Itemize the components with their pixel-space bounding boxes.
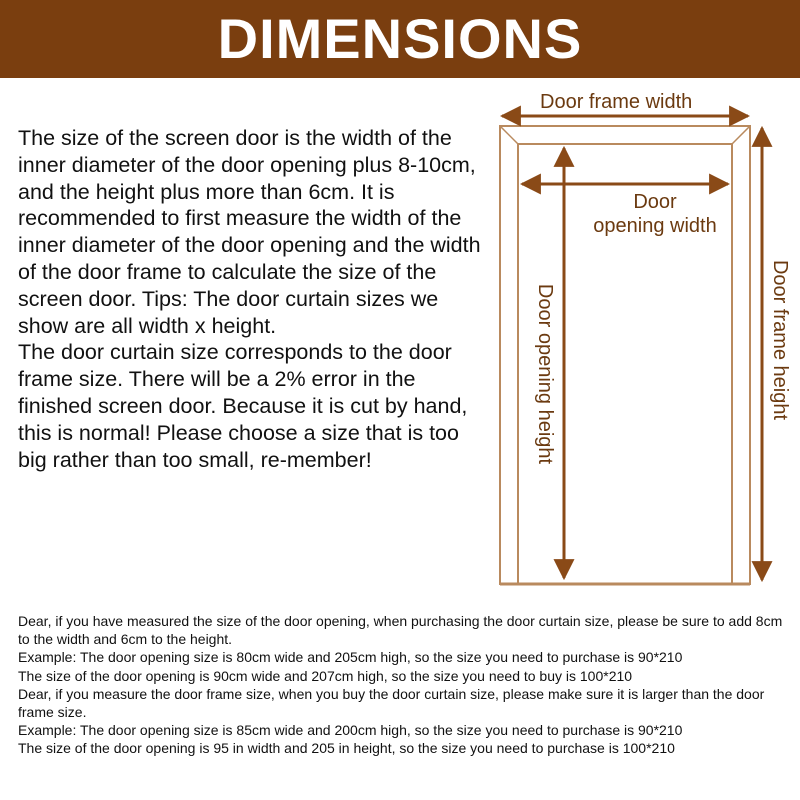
frame-height-label: Door frame height xyxy=(769,259,791,421)
opening-width-label-line: opening width xyxy=(593,215,717,237)
note-line: Dear, if you measure the door frame size, when you buy the door curtain size, please make sure it is larger than the door frame size. xyxy=(18,685,765,721)
frame-corner-line xyxy=(732,126,750,144)
note-line: Dear, if you have measured the size of the door opening, when purchasing the door curtain size, please be sure to add 8cm to the width and 6cm to the height. xyxy=(18,613,783,648)
opening-height-label: Door opening height xyxy=(534,283,556,465)
note-line: Example: The door opening size is 85cm wide and 200cm high, so the size you need to purchase is 90*210 xyxy=(18,722,683,739)
note-line: The size of the door opening is 95 in width and 205 in height, so the size you need to purchase is 100*210 xyxy=(18,740,675,757)
opening-width-label-line: Door xyxy=(633,191,677,213)
instructions-paragraph: The door curtain size corresponds to the door frame size. There will be a 2% error in the finished screen door. Because it is cut by hand, this is normal! Please choose a size that is too big rather than too small, re-member! xyxy=(18,340,468,472)
purchase-notes xyxy=(18,612,788,758)
page-title: DIMENSIONS xyxy=(217,7,583,70)
frame-width-label: Door frame width xyxy=(540,91,693,113)
note-line: Example: The door opening size is 80cm wide and 205cm high, so the size you need to purchase is 90*210 xyxy=(18,649,683,666)
door-dimension-diagram xyxy=(490,84,800,594)
opening-width-label xyxy=(570,190,740,238)
instructions-paragraph: The size of the screen door is the width of the inner diameter of the door opening plus 8-10cm, and the height plus more than 6cm. It is recommended to first measure the width of the inner diameter of the door opening and the width of the door frame to calculate the size of the screen door. Tips: The door curtain sizes we show are all width x height. xyxy=(18,126,481,338)
frame-corner-line xyxy=(500,126,518,144)
title-banner xyxy=(0,0,800,78)
note-line: The size of the door opening is 90cm wide and 207cm high, so the size you need to buy is 100*210 xyxy=(18,667,633,684)
instructions-text xyxy=(18,125,488,473)
